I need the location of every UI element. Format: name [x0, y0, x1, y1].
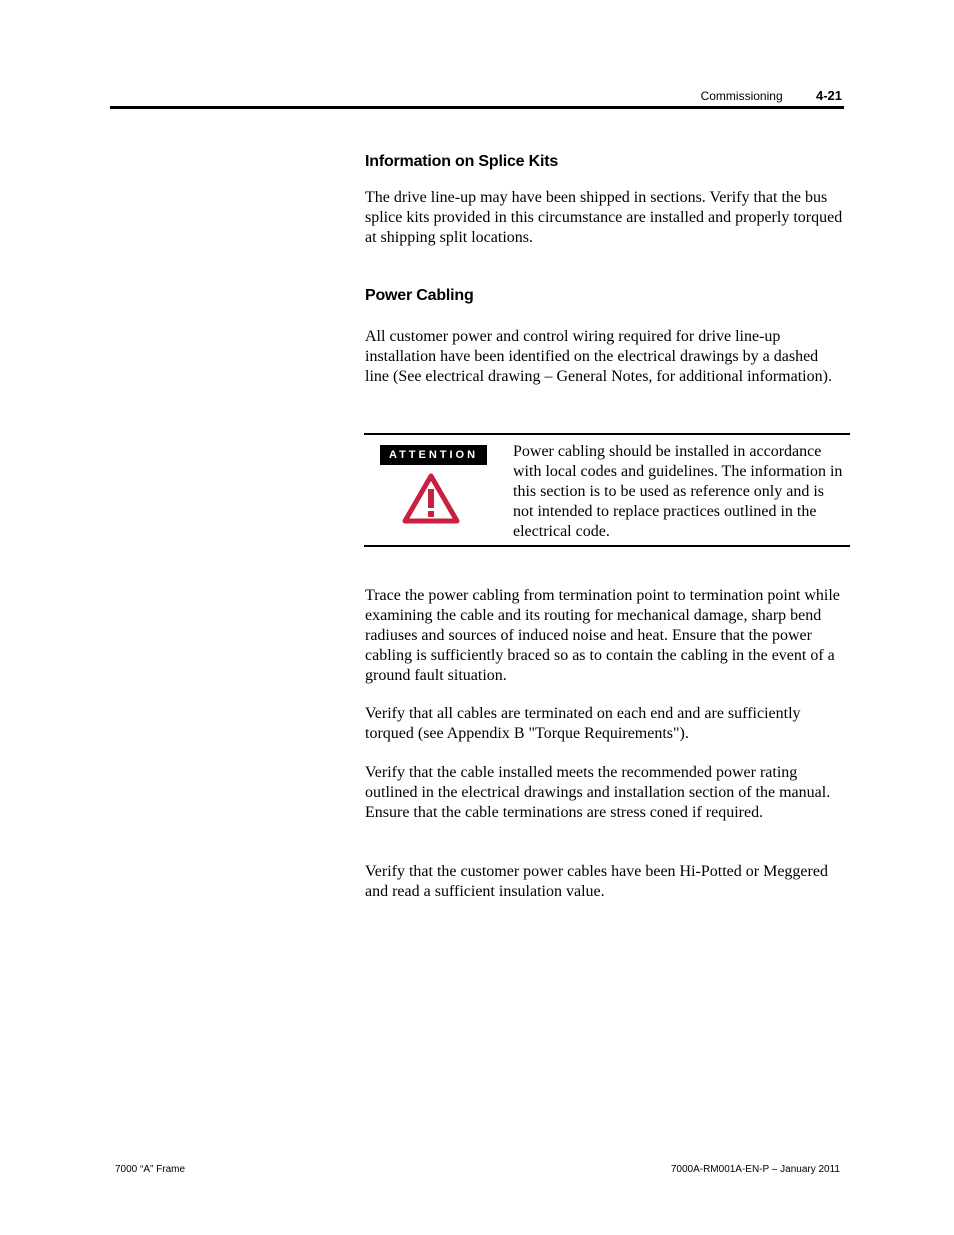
warning-triangle-icon — [402, 473, 460, 525]
attention-label: ATTENTION — [380, 445, 487, 465]
footer-product: 7000 “A” Frame — [115, 1164, 186, 1175]
header-rule — [110, 106, 844, 109]
paragraph-terminated-cables: Verify that all cables are terminated on each end and are sufficiently torqued (see Appendix B "Torque Requirements"). — [365, 705, 801, 742]
paragraph-hipot: Verify that the customer power cables have been Hi-Potted or Meggered and read a sufficient insulation value. — [365, 863, 828, 900]
header-page-number: 4-21 — [815, 88, 842, 103]
paragraph-trace-cabling: Trace the power cabling from termination point to termination point while examining the cable and its routing for mechanical damage, sharp bend radiuses and sources of induced noise and heat. Ensure that the power cabling is sufficiently braced so as to contain the cabling in the event of a ground fault situation. — [365, 587, 840, 684]
paragraph-power-cabling-intro: All customer power and control wiring required for drive line-up installation have been identified on the electrical drawings by a dashed line (See electrical drawing – General Notes, for additional information). — [365, 328, 832, 385]
attention-text: Power cabling should be installed in accordance with local codes and guidelines. The information in this section is to be used as reference only and is not intended to replace practices outlined in the electrical code. — [513, 443, 843, 540]
paragraph-power-rating: Verify that the cable installed meets the recommended power rating outlined in the electrical drawings and installation section of the manual. Ensure that the cable terminations are stress coned if required. — [365, 764, 831, 821]
footer-publication: 7000A-RM001A-EN-P – January 2011 — [670, 1164, 840, 1175]
heading-power-cabling: Power Cabling — [365, 287, 474, 304]
paragraph-splice-kits: The drive line-up may have been shipped in sections. Verify that the bus splice kits provided in this circumstance are installed and properly torqued at shipping split locations. — [365, 189, 843, 246]
heading-splice-kits: Information on Splice Kits — [365, 153, 559, 170]
attention-box — [364, 433, 850, 547]
header-section-title: Commissioning — [700, 89, 783, 103]
running-header — [701, 88, 842, 103]
